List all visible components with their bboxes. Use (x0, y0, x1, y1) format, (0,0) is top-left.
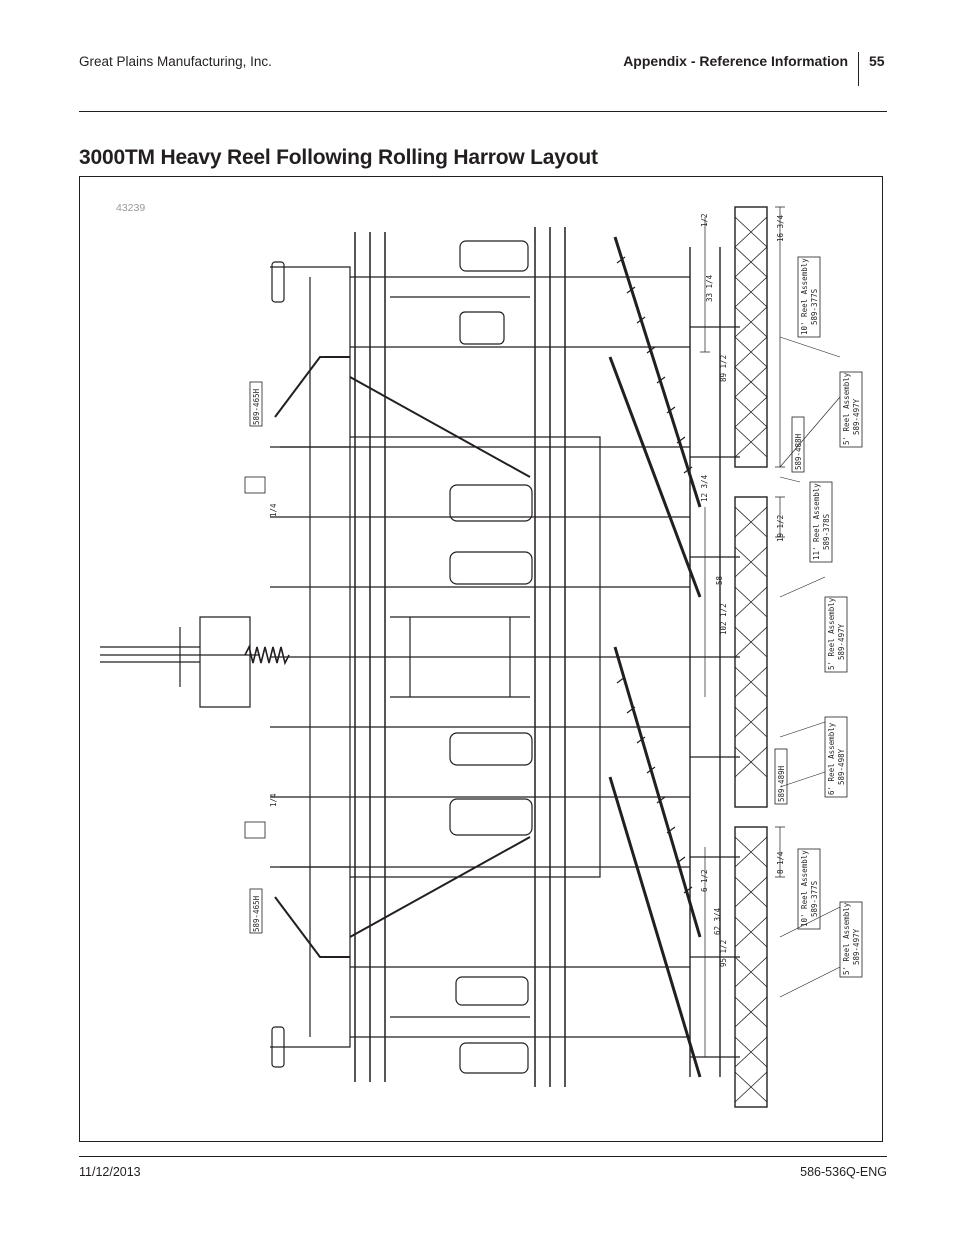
part-label-hitch-top: 589-465H (252, 388, 261, 425)
dim-13: 62 3/4 (713, 907, 722, 935)
dim-7: 58 (715, 575, 724, 585)
dim-9: 1/4 (269, 503, 278, 517)
dim-6: 19 1/2 (776, 514, 785, 542)
figure-number: 43239 (116, 202, 146, 214)
dim-10: 1/4 (269, 793, 278, 807)
reel-label-5ft-b: 5' Reel Assembly (827, 597, 836, 670)
header-divider (858, 52, 859, 86)
footer-date: 11/12/2013 (79, 1165, 141, 1179)
reel-label-5ft-c: 5' Reel Assembly (842, 902, 851, 975)
footer-rule (79, 1156, 887, 1157)
dim-5: 12 3/4 (700, 474, 709, 502)
dim-12: 6 1/2 (700, 869, 709, 892)
reel-label-6ft: 6' Reel Assembly (827, 722, 836, 795)
dim-8: 102 1/2 (719, 603, 728, 635)
header-section-title: Appendix - Reference Information (623, 53, 848, 69)
reel-label-10ft-top: 10' Reel Assembly (800, 258, 809, 335)
footer-doc-number: 586-536Q-ENG (800, 1165, 887, 1179)
mount-label-b: 589-489H (777, 765, 786, 802)
reel-pn-5ft-b: 589-497Y (837, 623, 846, 660)
reel-pn-10ft-bottom: 589-377S (810, 880, 819, 917)
page-title: 3000TM Heavy Reel Following Rolling Harrow Layout (79, 146, 598, 169)
dim-14: 95 1/2 (719, 939, 728, 967)
dim-11: 8 1/4 (776, 851, 785, 874)
mount-label-a: 589-488H (794, 433, 803, 470)
dim-4: 89 1/2 (719, 354, 728, 382)
reel-pn-11ft: 589-378S (822, 513, 831, 550)
dim-2: 16 3/4 (776, 214, 785, 242)
dim-3: 33 1/4 (705, 274, 714, 302)
header-rule (79, 111, 887, 112)
reel-pn-6ft: 589-498Y (837, 748, 846, 785)
reel-label-10ft-bottom: 10' Reel Assembly (800, 850, 809, 927)
header-company: Great Plains Manufacturing, Inc. (79, 54, 272, 69)
reel-pn-10ft-top: 589-377S (810, 288, 819, 325)
dim-1: 1/2 (700, 213, 709, 227)
reel-label-5ft-a: 5' Reel Assembly (842, 372, 851, 445)
layout-figure (79, 176, 883, 1142)
page-number: 55 (869, 53, 885, 69)
harrow-layout-drawing (80, 177, 882, 1141)
part-label-hitch-bottom: 589-465H (252, 895, 261, 932)
reel-label-11ft: 11' Reel Assembly (812, 483, 821, 560)
reel-pn-5ft-c: 589-497Y (852, 928, 861, 965)
reel-pn-5ft-a: 589-497Y (852, 398, 861, 435)
